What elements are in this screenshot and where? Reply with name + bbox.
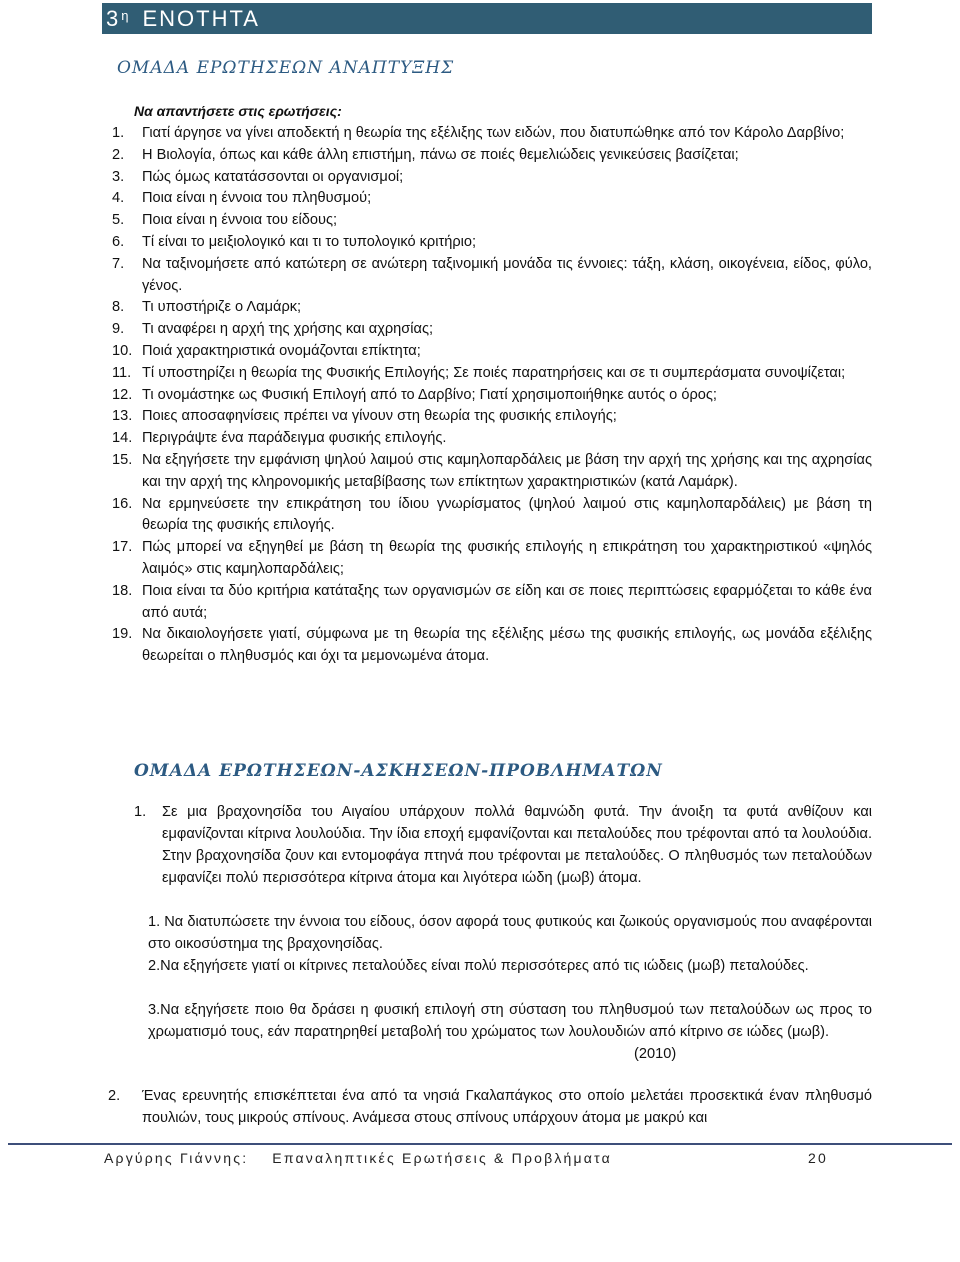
question-text: Τι υποστήριζε ο Λαμάρκ; bbox=[142, 299, 302, 316]
question-number: 16. bbox=[112, 495, 133, 512]
question-number: 10. bbox=[112, 342, 133, 359]
question-item bbox=[106, 341, 872, 363]
question-item bbox=[106, 581, 872, 625]
question-text: Ποιά χαρακτηριστικά ονομάζονται επίκτητα; bbox=[142, 342, 421, 359]
question-text: Περιγράψτε ένα παράδειγμα φυσικής επιλογής. bbox=[142, 430, 447, 447]
question-number: 4. bbox=[112, 190, 125, 207]
footer-left bbox=[104, 1150, 612, 1166]
question-text: Ποια είναι η έννοια του πληθυσμού; bbox=[142, 190, 372, 207]
question-number: 12. bbox=[112, 386, 133, 403]
question-number: 7. bbox=[112, 255, 125, 272]
question-text: Τι ονομάστηκε ως Φυσική Επιλογή από το Δαρβίνο; Γιατί χρησιμοποιήθηκε αυτός ο όρος; bbox=[142, 386, 717, 403]
section-heading-exercises: ΟΜΑΔΑ ΕΡΩΤΗΣΕΩΝ-ΑΣΚΗΣΕΩΝ-ΠΡΟΒΛΗΜΑΤΩΝ bbox=[134, 761, 663, 781]
question-number: 1. bbox=[112, 125, 125, 141]
question-text: Γιατί άργησε να γίνει αποδεκτή η θεωρία της εξέλιξης των ειδών, που διατυπώθηκε από τον Κάρολο Δαρβίνο; bbox=[142, 125, 845, 141]
instruction-text: Να απαντήσετε στις ερωτήσεις: bbox=[134, 103, 342, 119]
exercise-1-subquestion-2: 2.Να εξηγήσετε γιατί οι κίτρινες πεταλούδες είναι πολύ περισσότερες από τις ιώδεις (μωβ) πεταλούδες. bbox=[148, 958, 809, 974]
exercise-1 bbox=[134, 801, 872, 889]
footer-title: Επαναληπτικές Ερωτήσεις & Προβλήματα bbox=[272, 1150, 612, 1166]
question-item bbox=[106, 232, 872, 254]
exam-year: (2010) bbox=[634, 1046, 677, 1062]
exercise-1-subquestion-1: 1. Να διατυπώσετε την έννοια του είδους, όσον αφορά τους φυτικούς και ζωικούς οργανισμούς που αναφέρονται στο οικοσύστημα της βραχονησίδας. bbox=[148, 914, 872, 952]
exercise-2 bbox=[106, 1085, 872, 1129]
question-item bbox=[106, 167, 872, 189]
question-item bbox=[106, 406, 872, 428]
question-text: Ποια είναι τα δύο κριτήρια κατάταξης των οργανισμών σε είδη και σε ποιες περιπτώσεις εφαρμόζεται το κάθε ένα από αυτά; bbox=[142, 582, 872, 621]
question-list bbox=[106, 123, 872, 668]
chapter-number bbox=[102, 6, 130, 32]
question-number: 5. bbox=[112, 212, 125, 229]
question-item bbox=[106, 363, 872, 385]
question-item bbox=[106, 319, 872, 341]
question-text: Να δικαιολογήσετε γιατί, σύμφωνα με τη θεωρία της εξέλιξης μέσω της φυσικής επιλογής, ως μονάδα εξέλιξης θεωρείται ο πληθυσμός και όχι τα μεμονωμένα άτομα. bbox=[142, 626, 872, 665]
chapter-word: ΕΝΟΤΗΤΑ bbox=[142, 5, 260, 31]
section-heading-development: ΟΜΑΔΑ ΕΡΩΤΗΣΕΩΝ ΑΝΑΠΤΥΞΗΣ bbox=[117, 58, 455, 78]
chapter-number-digit: 3 bbox=[106, 5, 121, 31]
exercise-text: Σε μια βραχονησίδα του Αιγαίου υπάρχουν πολλά θαμνώδη φυτά. Την άνοιξη τα φυτά ανθίζουν και εμφανίζονται κίτρινα λουλούδια. Την ίδια εποχή εμφανίζονται και πεταλούδες που τρέφονται από τα λουλούδια. Στην βραχονησίδα ζουν και εντομοφάγα πτηνά που τρέφονται με πεταλούδες. Ο πληθυσμός των πεταλούδων εμφανίζει πολύ περισσότερα κίτρινα άτομα και λιγότερα ιώδη (μωβ) άτομα. bbox=[162, 804, 872, 886]
question-item bbox=[106, 494, 872, 538]
question-item bbox=[106, 428, 872, 450]
question-item bbox=[106, 145, 872, 167]
footer-divider bbox=[8, 1143, 952, 1145]
question-item bbox=[106, 123, 872, 145]
question-text: Ποιες αποσαφηνίσεις πρέπει να γίνουν στη θεωρία της φυσικής επιλογής; bbox=[142, 408, 617, 425]
question-number: 17. bbox=[112, 539, 133, 556]
question-text: Να ταξινομήσετε από κατώτερη σε ανώτερη ταξινομική μονάδα τις έννοιες: τάξη, κλάση, οικογένεια, είδος, φύλο, γένος. bbox=[142, 255, 872, 294]
question-number: 6. bbox=[112, 233, 125, 250]
question-number: 14. bbox=[112, 430, 133, 447]
chapter-number-suffix: η bbox=[121, 7, 131, 23]
page-number: 20 bbox=[808, 1150, 828, 1166]
question-number: 19. bbox=[112, 626, 133, 643]
question-text: Να εξηγήσετε την εμφάνιση ψηλού λαιμού στις καμηλοπαρδάλεις με βάση την αρχή της χρήσης και της αχρησίας και την αρχή της κληρονομικής μεταβίβασης των επίκτητων χαρακτηριστικών (κατά Λαμάρκ). bbox=[142, 451, 872, 490]
question-text: Ποια είναι η έννοια του είδους; bbox=[142, 212, 338, 229]
question-item bbox=[106, 385, 872, 407]
question-text: Η Βιολογία, όπως και κάθε άλλη επιστήμη, πάνω σε ποιές θεμελιώδεις γενικεύσεις βασίζεται; bbox=[142, 146, 739, 163]
question-number: 13. bbox=[112, 408, 133, 425]
exercise-number: 2. bbox=[108, 1088, 121, 1104]
question-item bbox=[106, 537, 872, 581]
question-text: Τί είναι το μειξιολογικό και τι το τυπολογικό κριτήριο; bbox=[142, 233, 477, 250]
chapter-banner bbox=[102, 3, 872, 34]
exercise-text: Ένας ερευνητής επισκέπτεται ένα από τα νησιά Γκαλαπάγκος στο οποίο μελετάει προσεκτικά έναν πληθυσμό πουλιών, τους μικρούς σπίνους. Ανάμεσα στους σπίνους υπάρχουν άτομα με μακρύ και bbox=[142, 1088, 872, 1126]
question-item bbox=[106, 624, 872, 668]
question-number: 2. bbox=[112, 146, 125, 163]
question-text: Πώς μπορεί να εξηγηθεί με βάση τη θεωρία της φυσικής επιλογής η επικράτηση του χαρακτηριστικού «ψηλός λαιμός» στις καμηλοπαρδάλεις; bbox=[142, 539, 872, 577]
footer-author: Αργύρης Γιάννης: bbox=[104, 1150, 249, 1166]
exercise-number: 1. bbox=[134, 804, 147, 820]
question-number: 8. bbox=[112, 299, 125, 316]
question-number: 18. bbox=[112, 582, 133, 599]
question-number: 3. bbox=[112, 168, 125, 185]
question-number: 9. bbox=[112, 321, 125, 338]
question-text: Τί υποστηρίζει η θεωρία της Φυσικής Επιλογής; Σε ποιές παρατηρήσεις και σε τι συμπεράσματα συνοψίζεται; bbox=[142, 364, 846, 381]
question-number: 15. bbox=[112, 451, 133, 468]
question-text: Τι αναφέρει η αρχή της χρήσης και αχρησίας; bbox=[142, 321, 434, 338]
question-item bbox=[106, 450, 872, 494]
exercise-1-subquestion-3: 3.Να εξηγήσετε ποιο θα δράσει η φυσική επιλογή στη σύσταση του πληθυσμού των πεταλούδων ως προς το χρωματισμό τους, εάν παρατηρηθεί μεταβολή του χρώματος των λουλουδιών από κίτρινο σε ιώδες (μωβ). bbox=[148, 1002, 872, 1040]
question-item bbox=[106, 297, 872, 319]
question-number: 11. bbox=[112, 364, 132, 381]
question-text: Πώς όμως κατατάσσονται οι οργανισμοί; bbox=[142, 168, 404, 185]
question-item bbox=[106, 254, 872, 298]
question-item bbox=[106, 188, 872, 210]
page-footer bbox=[104, 1150, 828, 1166]
question-text: Να ερμηνεύσετε την επικράτηση του ίδιου γνωρίσματος (ψηλού λαιμού στις καμηλοπαρδάλεις) με βάση τη θεωρία της φυσικής επιλογής. bbox=[142, 495, 872, 534]
question-item bbox=[106, 210, 872, 232]
